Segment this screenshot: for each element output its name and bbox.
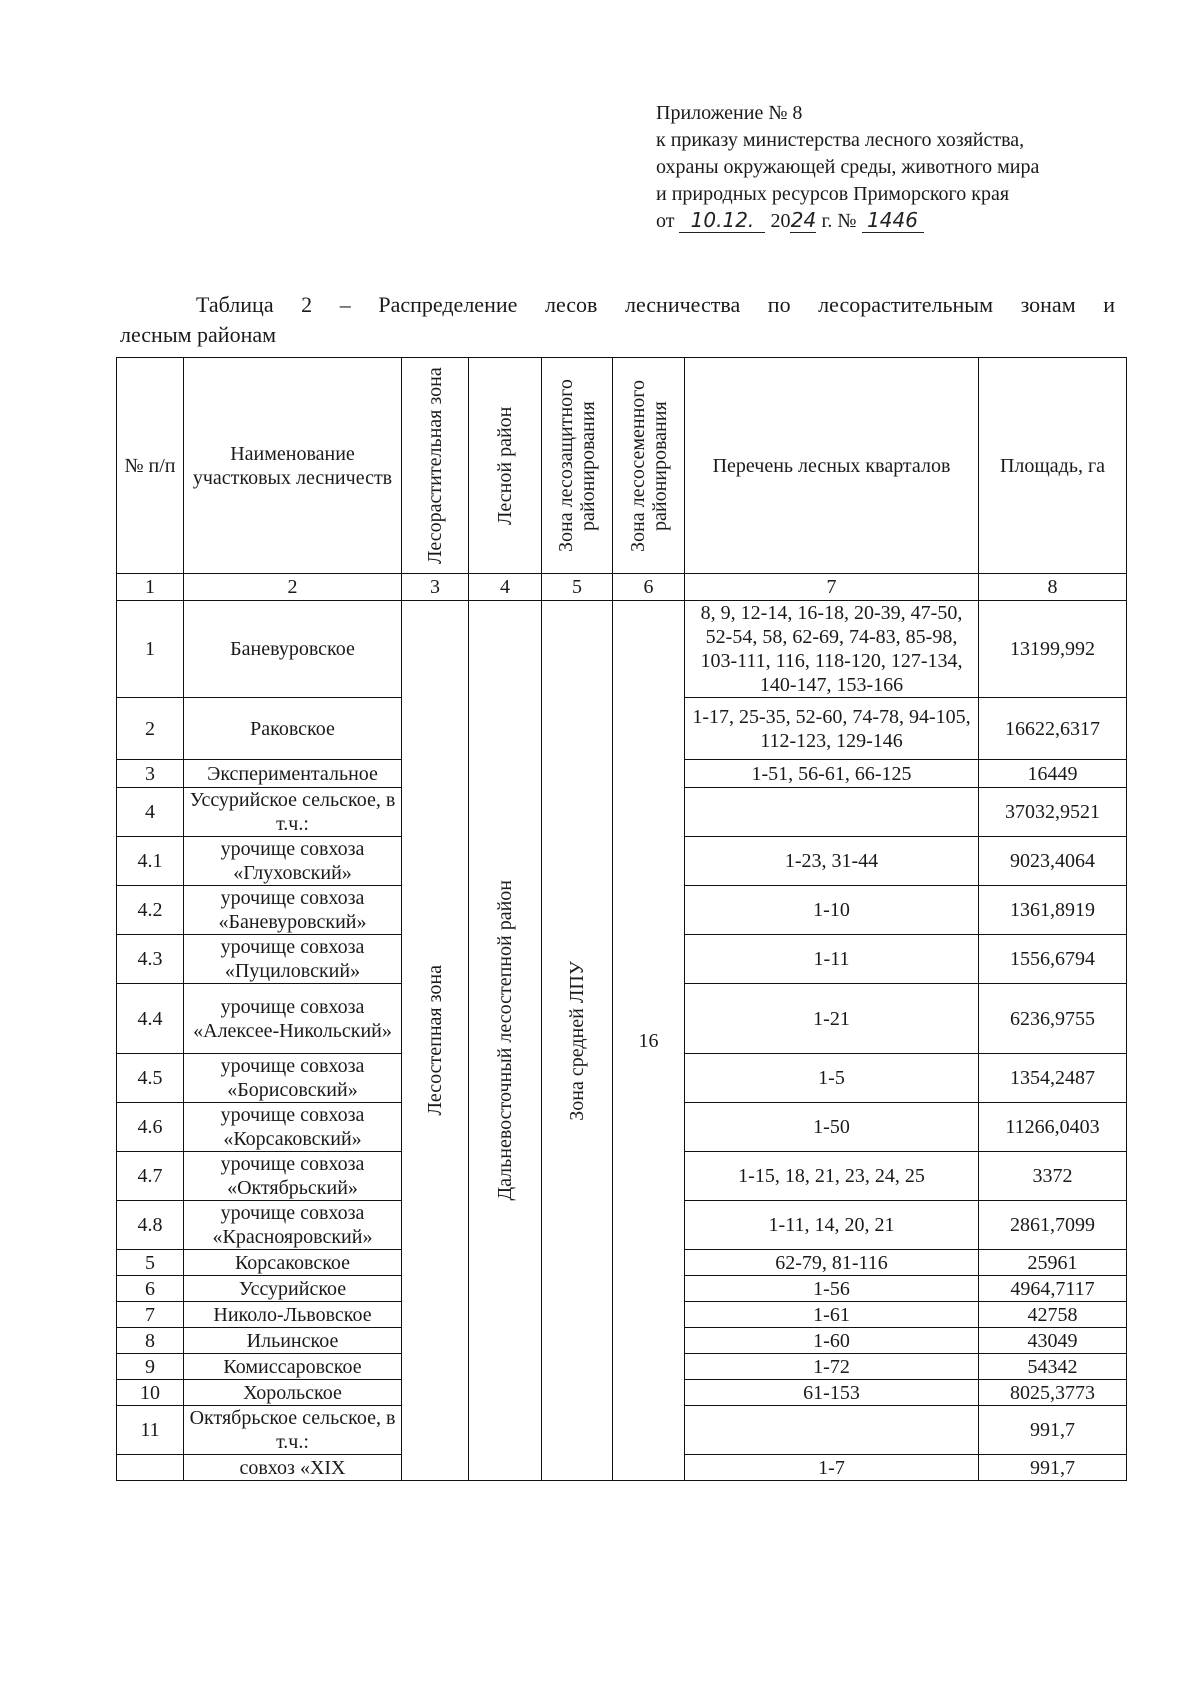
header-seed [613,358,685,574]
from-label: от [656,210,675,232]
row-area: 3372 [979,1152,1127,1201]
row-name: Николо-Львовское [184,1302,402,1328]
appendix-title: Приложение № 8 [656,102,803,124]
row-name: урочище совхоза «Октябрьский» [184,1152,402,1201]
row-name: урочище совхоза «Баневуровский» [184,886,402,935]
column-number: 2 [184,574,402,601]
row-name: урочище совхоза «Борисовский» [184,1054,402,1103]
handwritten-order-number: 1446 [862,208,924,233]
row-area: 1361,8919 [979,886,1127,935]
row-area: 37032,9521 [979,788,1127,837]
row-quarters: 1-50 [685,1103,979,1152]
row-name: урочище совхоза «Краснояровский» [184,1201,402,1250]
row-area: 54342 [979,1354,1127,1380]
row-name: урочище совхоза «Пуциловский» [184,935,402,984]
merged-zone-text: Лесостепная зона [424,965,446,1116]
row-num: 4.5 [117,1054,184,1103]
row-num: 4.7 [117,1152,184,1201]
row-num: 7 [117,1302,184,1328]
row-num: 11 [117,1406,184,1455]
row-quarters: 61-153 [685,1380,979,1406]
row-quarters: 1-11, 14, 20, 21 [685,1201,979,1250]
header-zone [402,358,469,574]
row-area: 43049 [979,1328,1127,1354]
merged-zone [402,601,469,1481]
row-num: 5 [117,1250,184,1276]
column-number: 7 [685,574,979,601]
row-name: Октябрьское сельское, в т.ч.: [184,1406,402,1455]
row-quarters: 1-11 [685,935,979,984]
row-name: совхоз «XIX [184,1455,402,1481]
header-seed-text: Зона лесосеменного районирования [626,379,671,552]
table-caption [120,290,1115,350]
row-area: 16449 [979,760,1127,788]
row-name: урочище совхоза «Корсаковский» [184,1103,402,1152]
caption-line-1: Таблица 2 – Распределение лесов лесничества по лесорастительным зонам и [196,292,1115,317]
row-area: 1354,2487 [979,1054,1127,1103]
row-area: 4964,7117 [979,1276,1127,1302]
order-number-label: г. № [821,210,857,232]
header-protect [542,358,613,574]
row-area: 991,7 [979,1406,1127,1455]
row-area: 8025,3773 [979,1380,1127,1406]
row-num: 4.3 [117,935,184,984]
row-name: Уссурийское сельское, в т.ч.: [184,788,402,837]
table-row [117,601,1127,698]
handwritten-date: 10.12. [679,208,765,233]
header-zone-text: Лесорастительная зона [424,367,446,564]
row-quarters: 1-23, 31-44 [685,837,979,886]
header-quarters: Перечень лесных кварталов [685,358,979,574]
column-number-row [117,574,1127,601]
row-num [117,1455,184,1481]
row-num: 3 [117,760,184,788]
row-area: 2861,7099 [979,1201,1127,1250]
row-quarters: 1-51, 56-61, 66-125 [685,760,979,788]
row-num: 4.2 [117,886,184,935]
header-num: № п/п [117,358,184,574]
row-name: Экспериментальное [184,760,402,788]
row-quarters: 1-21 [685,984,979,1054]
row-area: 991,7 [979,1455,1127,1481]
row-quarters: 62-79, 81-116 [685,1250,979,1276]
row-name: Уссурийское [184,1276,402,1302]
row-num: 8 [117,1328,184,1354]
appendix-block [656,100,1039,235]
row-quarters: 1-72 [685,1354,979,1380]
row-quarters: 1-10 [685,886,979,935]
header-protect-text: Зона лесозащитного районирования [555,379,599,552]
row-quarters: 1-15, 18, 21, 23, 24, 25 [685,1152,979,1201]
column-number: 4 [469,574,542,601]
header-row [117,358,1127,574]
merged-district-text: Дальневосточный лесостепной район [494,880,516,1201]
row-num: 2 [117,698,184,760]
row-name: Баневуровское [184,601,402,698]
column-number: 3 [402,574,469,601]
row-quarters: 1-5 [685,1054,979,1103]
row-area: 13199,992 [979,601,1127,698]
merged-protect-text: Зона средней ЛПУ [566,960,588,1121]
row-name: урочище совхоза «Алексее-Никольский» [184,984,402,1054]
year-prefix: 20 [770,210,791,232]
row-quarters: 1-56 [685,1276,979,1302]
row-area: 9023,4064 [979,837,1127,886]
row-quarters [685,788,979,837]
appendix-order-line [656,208,1039,235]
row-quarters: 8, 9, 12-14, 16-18, 20-39, 47-50, 52-54, 58, 62-69, 74-83, 85-98, 103-111, 116, 118-120, 127-134, 140-147, 153-166 [685,601,979,698]
row-quarters: 1-60 [685,1328,979,1354]
row-area: 42758 [979,1302,1127,1328]
caption-line-2: лесным районам [120,322,277,347]
column-number: 1 [117,574,184,601]
row-num: 9 [117,1354,184,1380]
column-number: 6 [613,574,685,601]
merged-district [469,601,542,1481]
row-name: урочище совхоза «Глуховский» [184,837,402,886]
row-num: 1 [117,601,184,698]
column-number: 5 [542,574,613,601]
row-name: Корсаковское [184,1250,402,1276]
forest-distribution-table [116,357,1127,1481]
row-quarters [685,1406,979,1455]
row-num: 10 [117,1380,184,1406]
appendix-line-4: и природных ресурсов Приморского края [656,183,1010,205]
appendix-line-2: к приказу министерства лесного хозяйства, [656,129,1025,151]
handwritten-year: 24 [790,208,817,232]
row-quarters: 1-7 [685,1455,979,1481]
row-area: 11266,0403 [979,1103,1127,1152]
row-name: Хорольское [184,1380,402,1406]
merged-protect [542,601,613,1481]
row-area: 6236,9755 [979,984,1127,1054]
row-name: Комиссаровское [184,1354,402,1380]
header-area: Площадь, га [979,358,1127,574]
header-name: Наименование участковых лесничеств [184,358,402,574]
merged-seed: 16 [613,601,685,1481]
row-num: 4.1 [117,837,184,886]
row-area: 1556,6794 [979,935,1127,984]
appendix-line-3: охраны окружающей среды, животного мира [656,156,1040,178]
header-district [469,358,542,574]
row-area: 25961 [979,1250,1127,1276]
row-name: Раковское [184,698,402,760]
row-name: Ильинское [184,1328,402,1354]
row-num: 4.6 [117,1103,184,1152]
row-num: 4 [117,788,184,837]
row-num: 4.4 [117,984,184,1054]
row-quarters: 1-61 [685,1302,979,1328]
header-district-text: Лесной район [494,406,516,525]
column-number: 8 [979,574,1127,601]
row-area: 16622,6317 [979,698,1127,760]
row-num: 4.8 [117,1201,184,1250]
row-num: 6 [117,1276,184,1302]
row-quarters: 1-17, 25-35, 52-60, 74-78, 94-105, 112-123, 129-146 [685,698,979,760]
